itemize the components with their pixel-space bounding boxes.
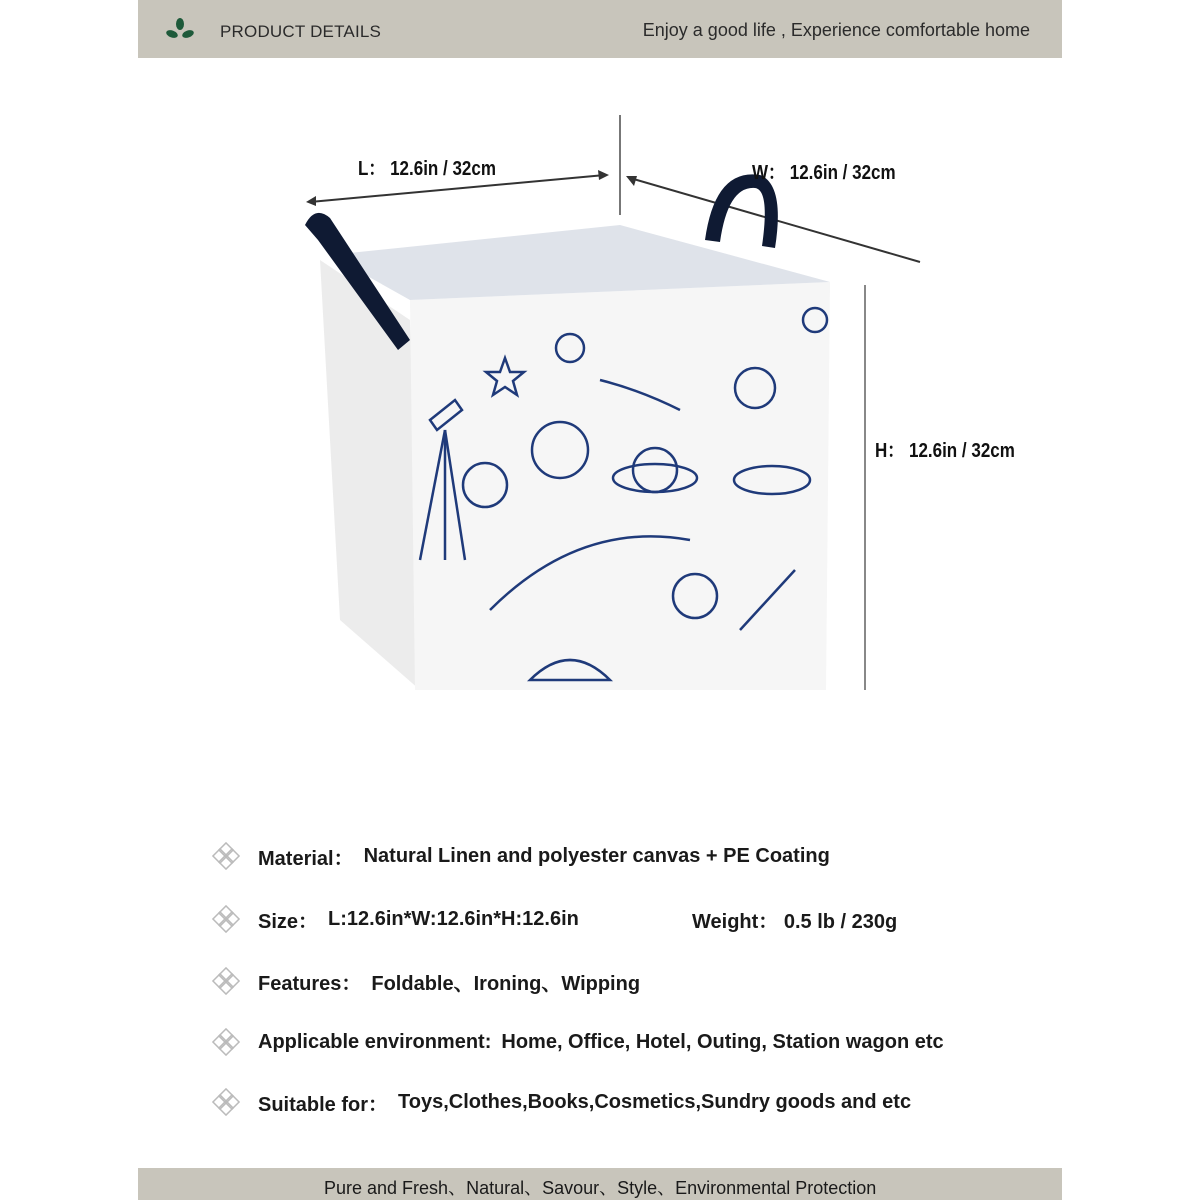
header-title: PRODUCT DETAILS xyxy=(220,22,382,41)
spec-value: Toys,Clothes,Books,Cosmetics,Sundry goods and etc xyxy=(398,1090,912,1113)
leaf-logo-icon xyxy=(166,16,194,42)
footer-band xyxy=(138,1168,1062,1200)
spec-value: L:12.6in*W:12.6in*H:12.6in xyxy=(328,907,579,930)
header-band xyxy=(138,0,1062,58)
header-slogan: Enjoy a good life , Experience comfortable home xyxy=(642,20,1030,40)
spec-size xyxy=(212,901,1012,937)
diamond-bullet-icon xyxy=(212,905,240,933)
spec-value: Natural Linen and polyester canvas + PE Coating xyxy=(363,844,830,867)
spec-label: Applicable environment: xyxy=(258,1030,492,1053)
spec-environment xyxy=(212,1024,944,1060)
spec-suitable xyxy=(212,1084,911,1120)
product-image xyxy=(290,110,940,710)
spec-label: Material： xyxy=(258,847,354,870)
weight-value: 0.5 lb / 230g xyxy=(783,910,898,933)
spec-features xyxy=(212,963,640,999)
height-label: H： 12.6in / 32cm xyxy=(875,440,1015,462)
diamond-bullet-icon xyxy=(212,1028,240,1056)
spec-label: Size： xyxy=(258,910,319,933)
diamond-bullet-icon xyxy=(212,1088,240,1116)
width-label: W： 12.6in / 32cm xyxy=(752,162,896,184)
spec-value: Foldable、Ironing、Wipping xyxy=(371,972,641,995)
length-label: L： 12.6in / 32cm xyxy=(358,158,496,180)
diamond-bullet-icon xyxy=(212,842,240,870)
spec-label: Features： xyxy=(258,972,362,995)
footer-tagline: Pure and Fresh、Natural、Savour、Style、Environmental Protection xyxy=(324,1178,877,1198)
spec-weight xyxy=(692,905,897,934)
diamond-bullet-icon xyxy=(212,967,240,995)
spec-label: Suitable for： xyxy=(258,1093,389,1116)
weight-label: Weight： xyxy=(692,910,779,933)
spec-value: Home, Office, Hotel, Outing, Station wagon etc xyxy=(501,1030,944,1053)
spec-material xyxy=(212,838,830,874)
